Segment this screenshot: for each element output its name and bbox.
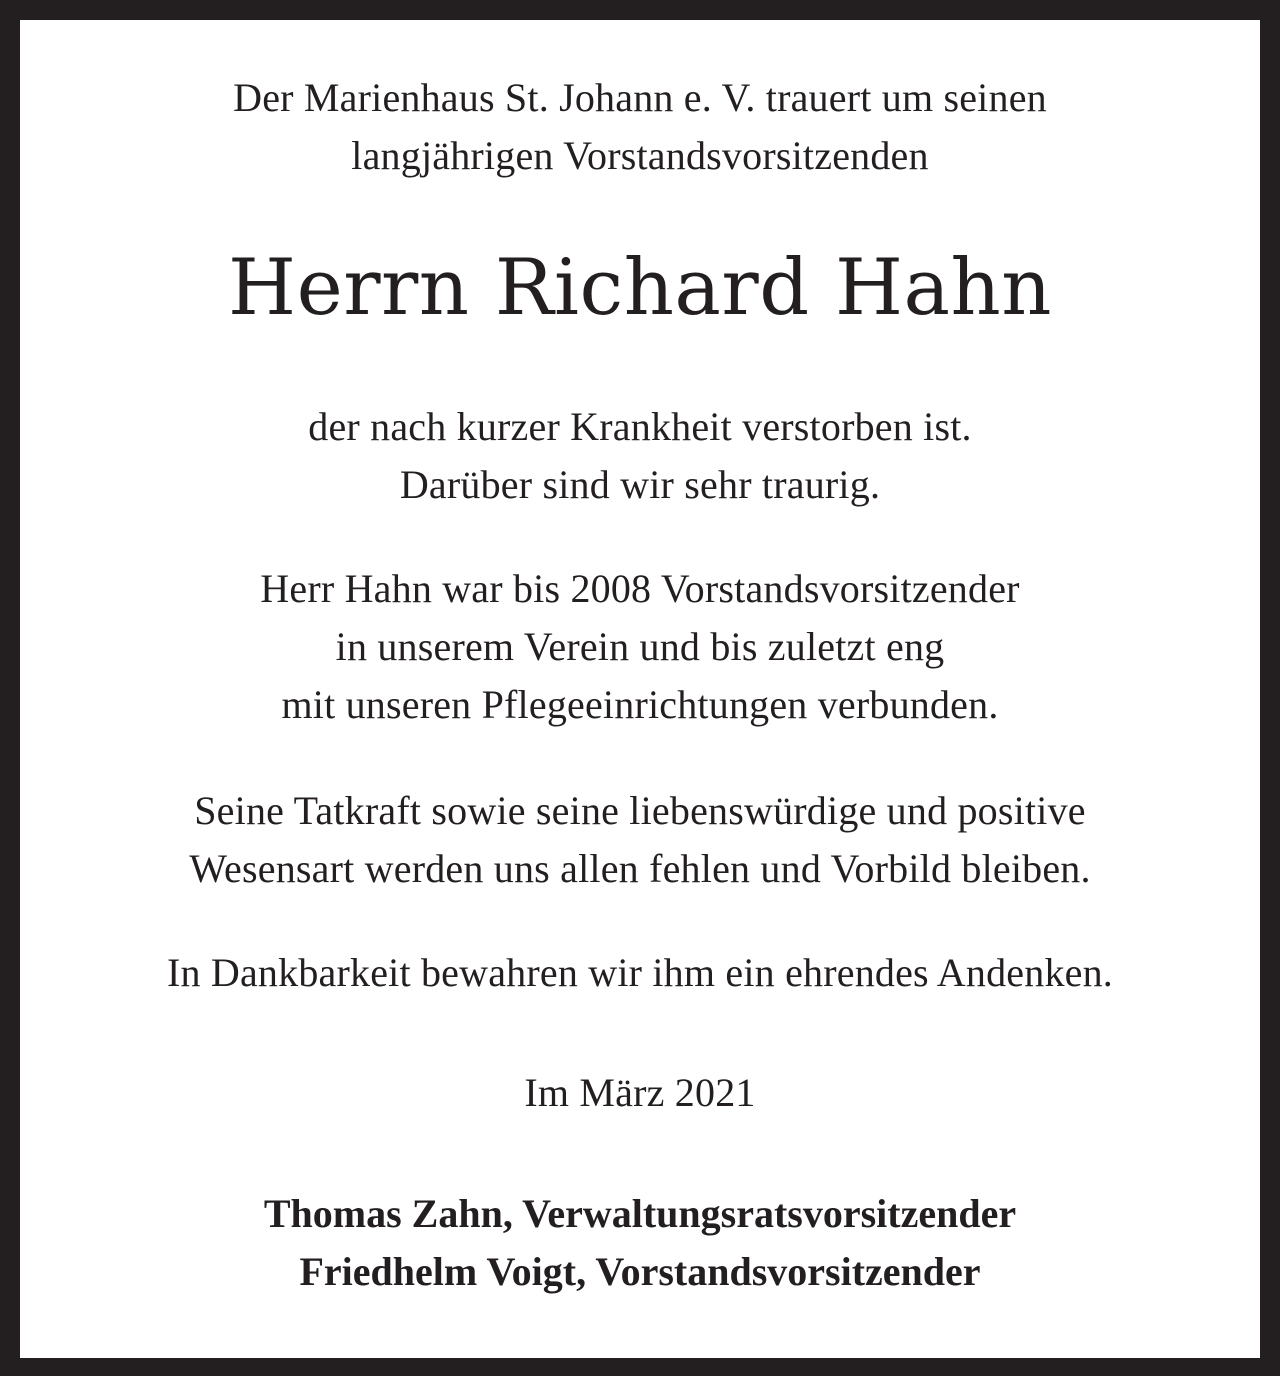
paragraph2-line-2: in unserem Verein und bis zuletzt eng [335,624,945,669]
date-line: Im März 2021 [524,1070,756,1115]
paragraph2-line-3: mit unseren Pflegeeinrichtungen verbunden. [281,682,999,727]
paragraph1-line-2: Darüber sind wir sehr traurig. [399,462,881,507]
paragraph2-line-1: Herr Hahn war bis 2008 Vorstandsvorsitzender [260,566,1020,611]
paragraph1-line-1: der nach kurzer Krankheit verstorben ist. [308,404,972,449]
intro-line-1: Der Marienhaus St. Johann e. V. trauert um seinen [233,75,1047,120]
paragraph3-line-2: Wesensart werden uns allen fehlen und Vorbild bleiben. [189,846,1091,891]
signature-line-2: Friedhelm Voigt, Vorstandsvorsitzender [299,1249,981,1294]
intro-line-2: langjährigen Vorstandsvorsitzenden [351,133,929,178]
paragraph3-line-1: Seine Tatkraft sowie seine liebenswürdige und positive [194,788,1086,833]
signature-line-1: Thomas Zahn, Verwaltungsratsvorsitzender [263,1191,1017,1236]
paragraph4: In Dankbarkeit bewahren wir ihm ein ehrendes Andenken. [166,950,1114,995]
deceased-name: Herrn Richard Hahn [228,243,1052,333]
